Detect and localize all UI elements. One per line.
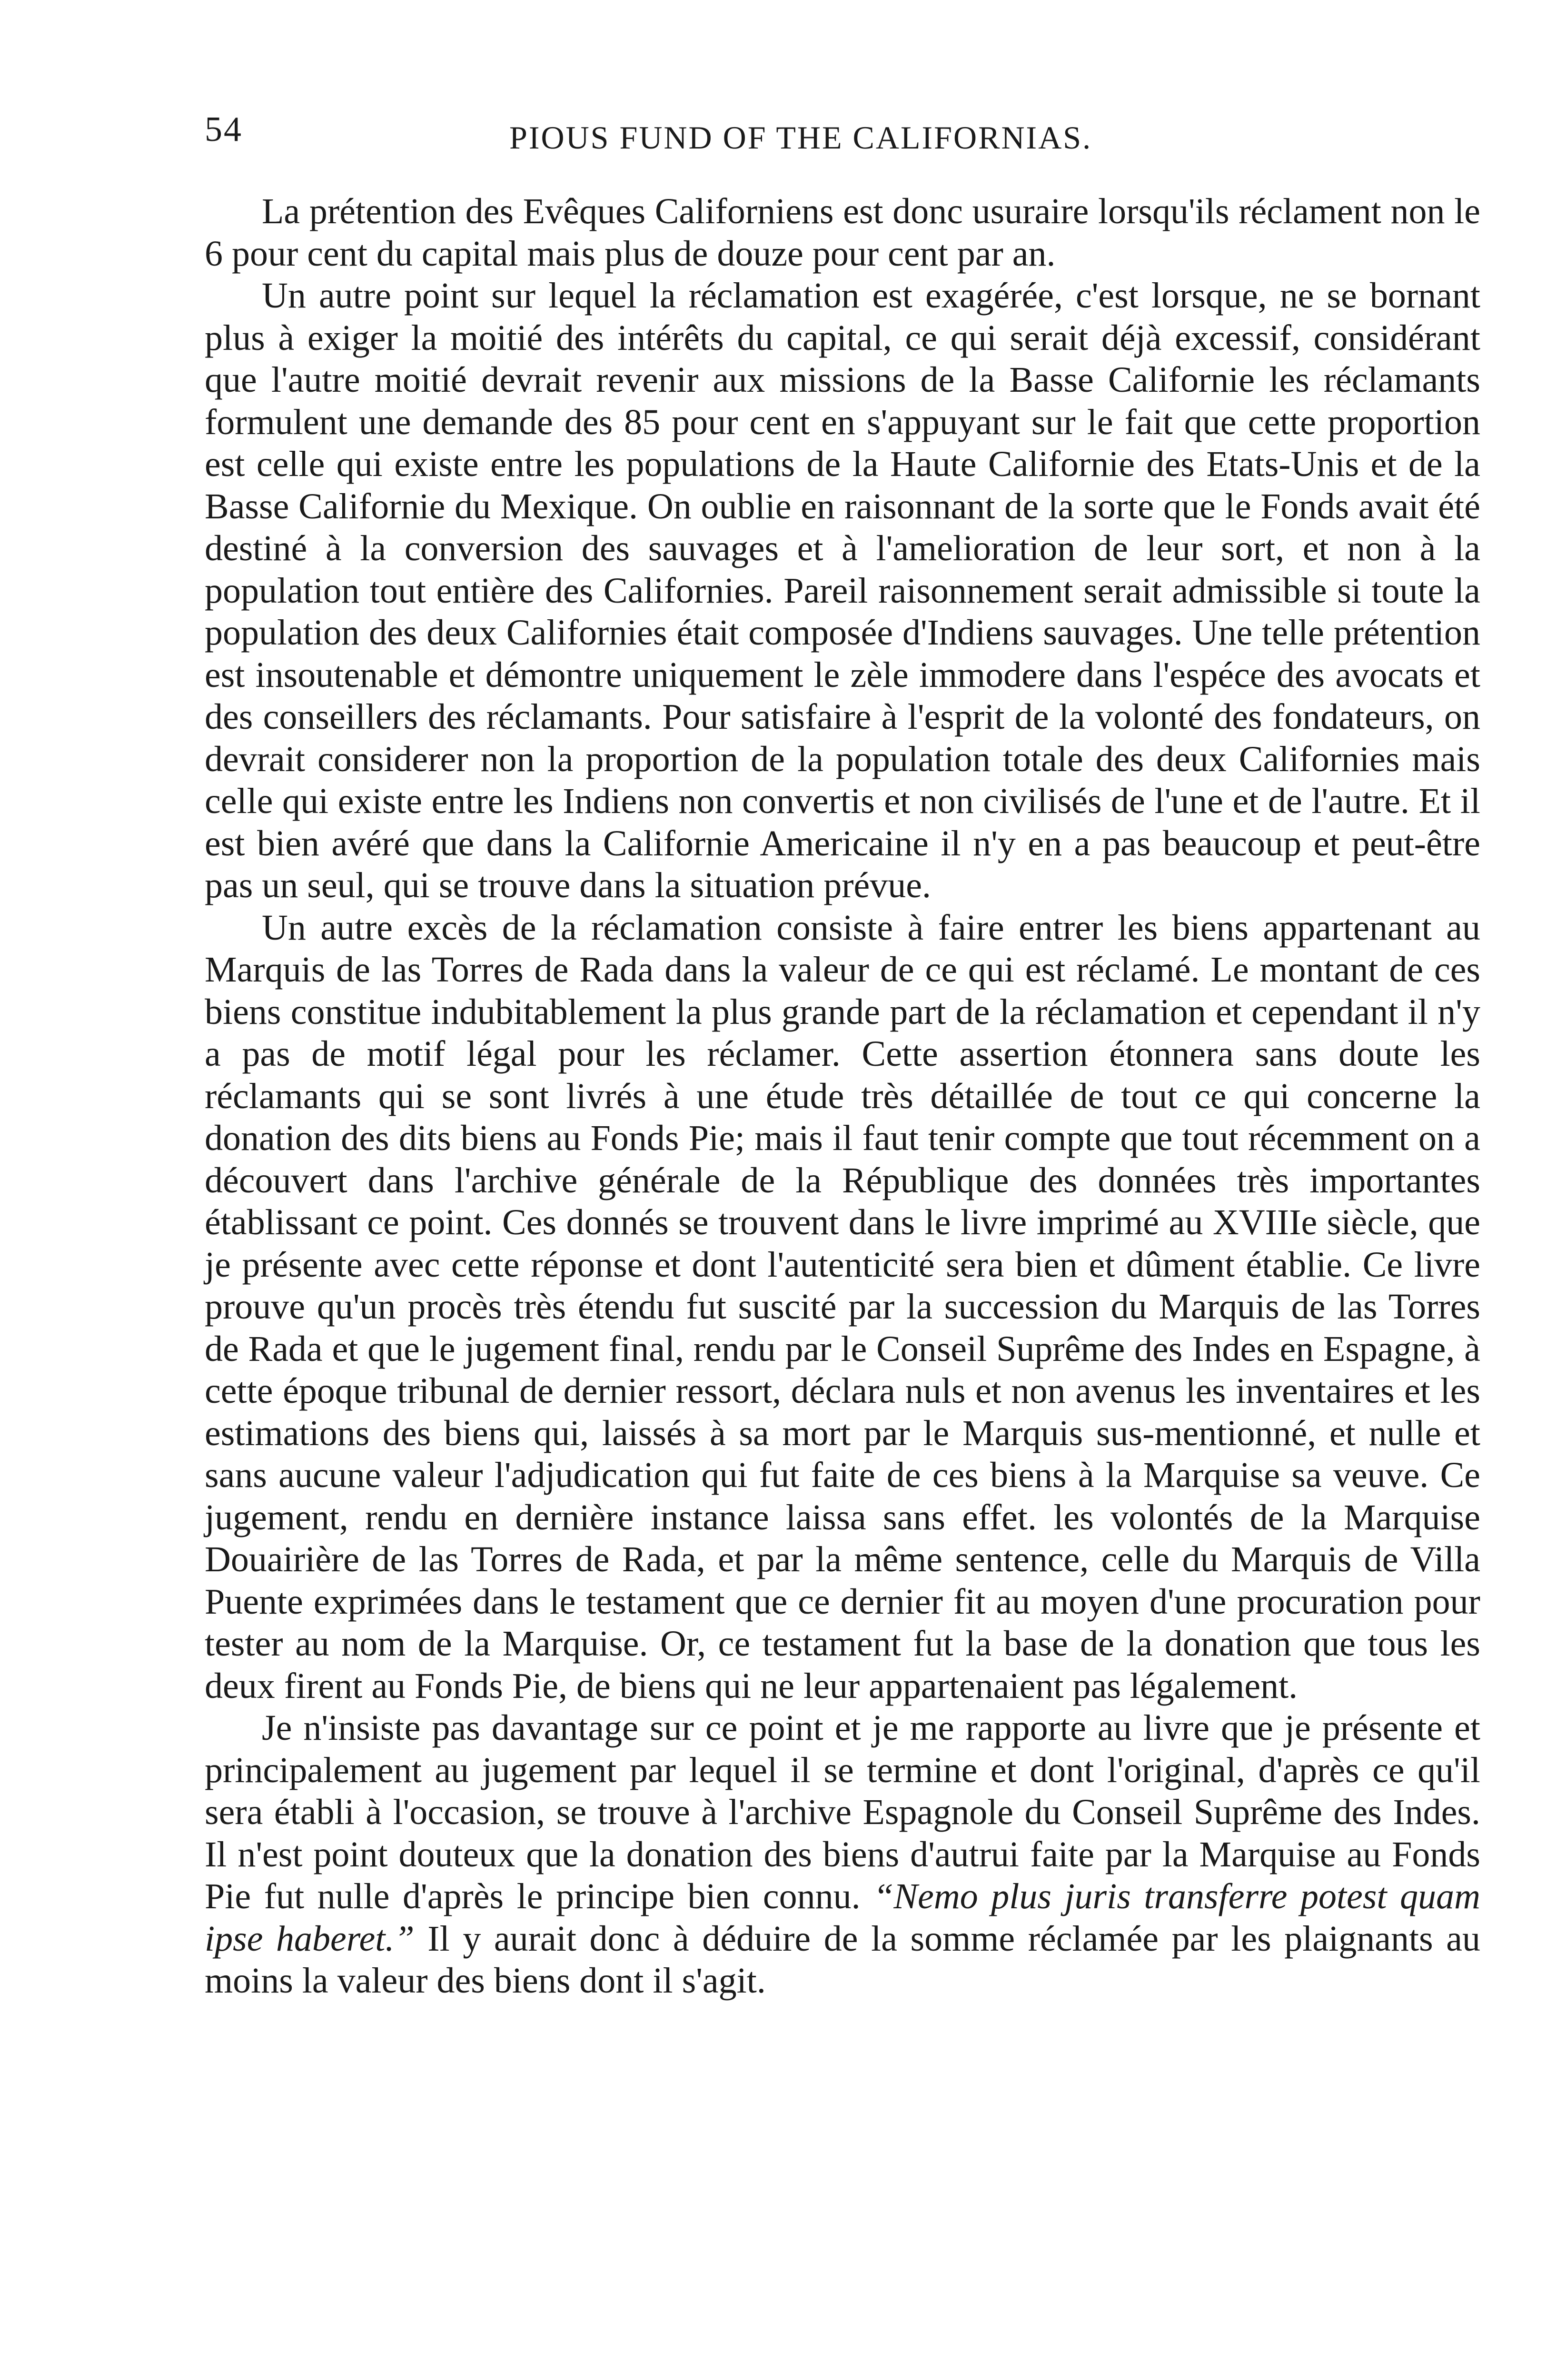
running-header — [205, 109, 1480, 162]
paragraph-usurious-claim: La prétention des Evêques Californiens est donc usuraire lorsqu'ils réclament non le 6 pour cent du capital mais plus de douze pour cent par an. — [205, 191, 1480, 274]
paragraph-conclusion — [205, 1707, 1480, 2002]
conclusion-text-before: Je n'insiste pas davantage sur ce point et je me rapporte au livre que je présente et principalement au jugement par lequel il se termine et dont l'original, d'après ce qu'il sera établi à l'occasion, se trouve à l'archive Espagnole du Conseil Suprême des Indes. Il n'est point douteux que la donation des biens d'autrui faite par la Marquise au Fonds Pie fut nulle d'après le principe bien connu. — [205, 1708, 1480, 1916]
running-title: PIOUS FUND OF THE CALIFORNIAS. — [509, 119, 1092, 156]
body-text — [205, 190, 1480, 2002]
latin-maxim: “Nemo plus juris transferre potest quam ipse haberet.” — [205, 1876, 1480, 1959]
page-number: 54 — [205, 110, 243, 149]
conclusion-text-after: Il y aurait donc à déduire de la somme réclamée par les plaignants au moins la valeur des biens dont il s'agit. — [205, 1918, 1481, 2001]
paragraph-torres-de-rada-property: Un autre excès de la réclamation consiste à faire entrer les biens appartenant au Marquis de las Torres de Rada dans la valeur de ce qui est réclamé. Le montant de ces biens constitue indubitablement la plus grande part de la réclamation et cependant il n'y a pas de motif légal pour les réclamer. Cette assertion étonnera sans doute les réclamants qui se sont livrés à une étude très détaillée de tout ce qui concerne la donation des dits biens au Fonds Pie; mais il faut tenir compte que tout récemment on a découvert dans l'archive générale de la République des données très importantes établissant ce point. Ces donnés se trouvent dans le livre imprimé au XVIIIe siècle, que je présente avec cette réponse et dont l'autenticité sera bien et dûment établie. Ce livre prouve qu'un procès très étendu fut suscité par la succession du Marquis de las Torres de Rada et que le jugement final, rendu par le Conseil Suprême des Indes en Espagne, à cette époque tribunal de dernier ressort, déclara nuls et non avenus les inventaires et les estimations des biens qui, laissés à sa mort par le Marquis sus-mentionné, et nulle et sans aucune valeur l'adjudication qui fut faite de ces biens à la Marquise sa veuve. Ce jugement, rendu en dernière instance laissa sans effet. les volontés de la Marquise Douairière de las Torres de Rada, et par la même sentence, celle du Marquis de Villa Puente exprimées dans le testament que ce dernier fit au moyen d'une procuration pour tester au nom de la Marquise. Or, ce testament fut la base de la donation que tous les deux firent au Fonds Pie, de biens qui ne leur appartenaient pas légalement. — [205, 907, 1480, 1706]
paragraph-exaggerated-claim: Un autre point sur lequel la réclamation est exagérée, c'est lorsque, ne se bornant plus à exiger la moitié des intérêts du capital, ce qui serait déjà excessif, considérant que l'autre moitié devrait revenir aux missions de la Basse Californie les réclamants formulent une demande des 85 pour cent en s'appuyant sur le fait que cette proportion est celle qui existe entre les populations de la Haute Californie des Etats-Unis et de la Basse Californie du Mexique. On oublie en raisonnant de la sorte que le Fonds avait été destiné à la conversion des sauvages et à l'amelioration de leur sort, et non à la population tout entière des Californies. Pareil raisonnement serait admissible si toute la population des deux Californies était composée d'Indiens sauvages. Une telle prétention est insoutenable et démontre uniquement le zèle immodere dans l'espéce des avocats et des conseillers des réclamants. Pour satisfaire à l'esprit de la volonté des fondateurs, on devrait considerer non la proportion de la population totale des deux Californies mais celle qui existe entre les Indiens non convertis et non civilisés de l'une et de l'autre. Et il est bien avéré que dans la Californie Americaine il n'y en a pas beaucoup et peut-être pas un seul, qui se trouve dans la situation prévue. — [205, 276, 1480, 905]
document-page — [205, 109, 1480, 2002]
